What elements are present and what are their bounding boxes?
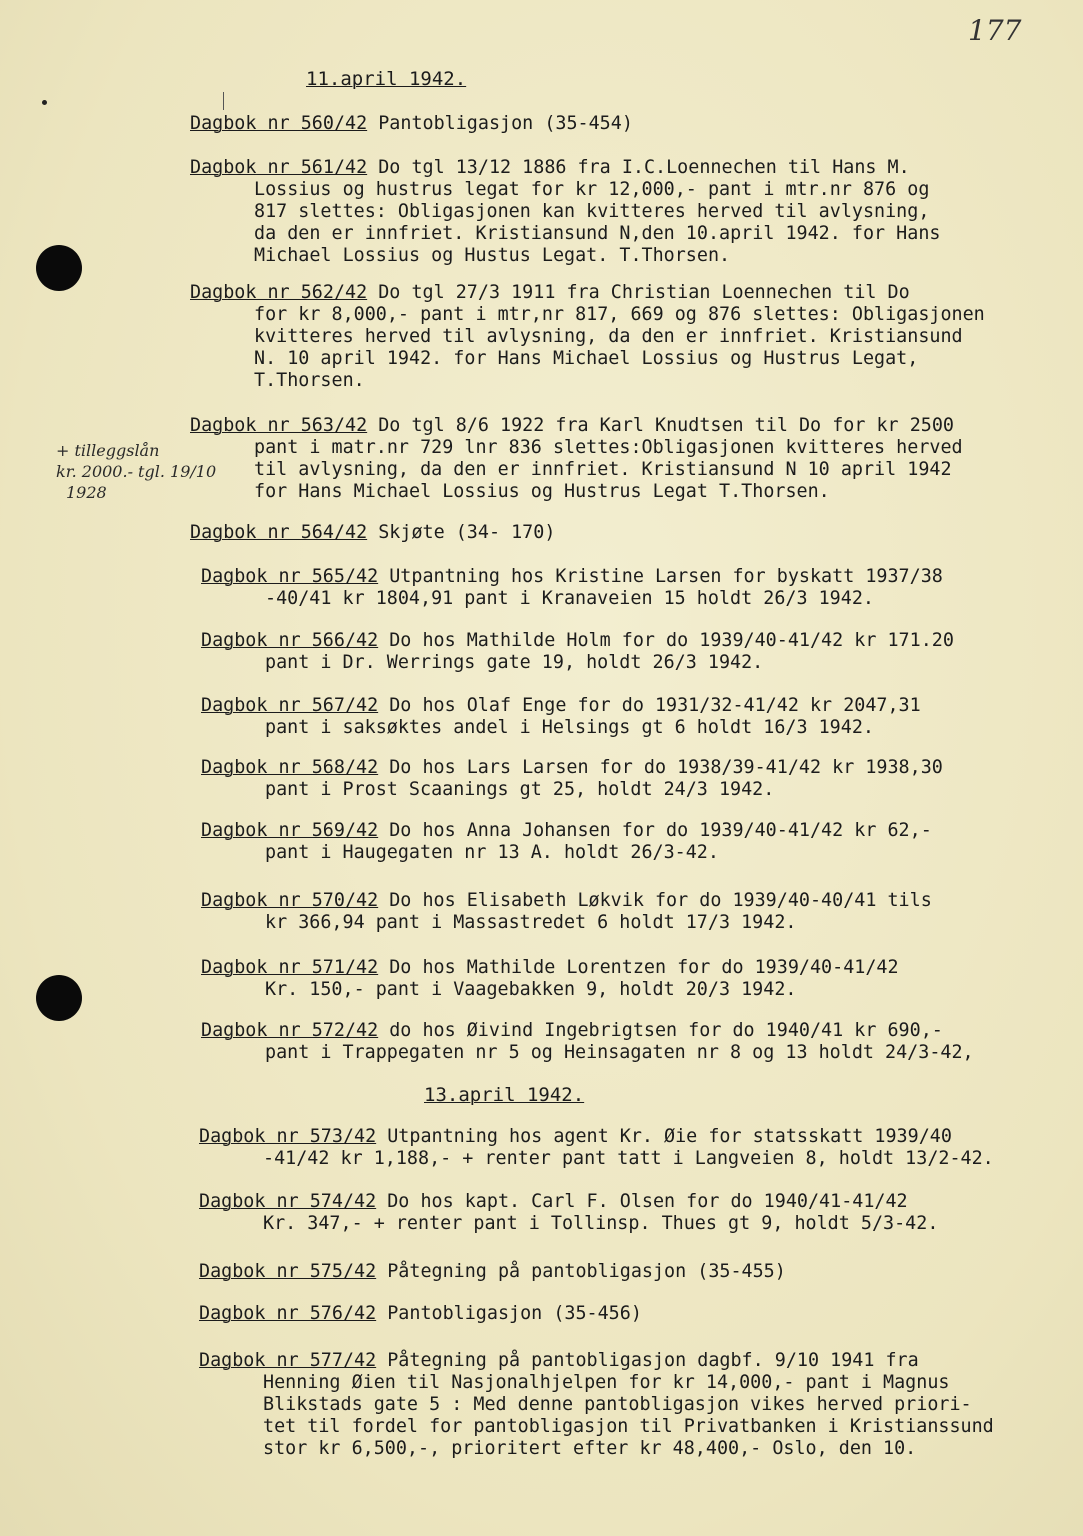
entry-continuation-line: kr 366,94 pant i Massastredet 6 holdt 17/3 1942. <box>265 912 797 933</box>
entry-first-line <box>199 1191 938 1213</box>
entry-continuation-line: Henning Øien til Nasjonalhjelpen for kr 14,000,- pant i Magnus <box>263 1372 950 1393</box>
entry-reference: Dagbok nr 565/42 <box>201 566 379 587</box>
entry-reference: Dagbok nr 574/42 <box>199 1191 377 1212</box>
entry-continuation-line: pant i matr.nr 729 lnr 836 slettes:Obligasjonen kvitteres herved <box>254 437 963 458</box>
punch-hole-top <box>36 245 82 291</box>
entry-first-line <box>190 282 985 304</box>
journal-entry <box>199 1191 938 1235</box>
entry-reference: Dagbok nr 569/42 <box>201 820 379 841</box>
journal-entry <box>199 1350 994 1460</box>
entry-reference: Dagbok nr 567/42 <box>201 695 379 716</box>
entry-text: Do tgl 13/12 1886 fra I.C.Loennechen til Hans M. <box>378 157 910 178</box>
journal-entry <box>201 1020 974 1064</box>
entry-first-line <box>201 630 954 652</box>
entry-continuation-line: Kr. 150,- pant i Vaagebakken 9, holdt 20/3 1942. <box>265 979 797 1000</box>
entry-text: Påtegning på pantobligasjon (35-455) <box>387 1261 786 1282</box>
entry-reference: Dagbok nr 577/42 <box>199 1350 377 1371</box>
entry-text: Do tgl 8/6 1922 fra Karl Knudtsen til Do for kr 2500 <box>378 415 954 436</box>
entry-text: Do hos Mathilde Holm for do 1939/40-41/42 kr 171.20 <box>389 630 954 651</box>
entry-reference: Dagbok nr 560/42 <box>190 113 368 134</box>
entry-text: Do tgl 27/3 1911 fra Christian Loennechen til Do <box>378 282 910 303</box>
margin-note-line: kr. 2000.- tgl. 19/10 <box>56 462 217 481</box>
entry-continuation-line: Lossius og hustrus legat for kr 12,000,- pant i mtr.nr 876 og <box>254 179 930 200</box>
entry-first-line <box>190 522 555 544</box>
entry-text: Do hos Lars Larsen for do 1938/39-41/42 kr 1938,30 <box>389 757 943 778</box>
entry-continuation-line: Kr. 347,- + renter pant i Tollinsp. Thues gt 9, holdt 5/3-42. <box>263 1213 939 1234</box>
entry-text: Do hos Olaf Enge for do 1931/32-41/42 kr 2047,31 <box>389 695 921 716</box>
journal-entry <box>199 1126 994 1170</box>
entry-first-line <box>190 157 940 179</box>
journal-entry <box>201 757 943 801</box>
margin-note-line: 1928 <box>66 483 107 502</box>
entry-reference: Dagbok nr 564/42 <box>190 522 368 543</box>
entry-reference: Dagbok nr 575/42 <box>199 1261 377 1282</box>
entry-text: Påtegning på pantobligasjon dagbf. 9/10 1941 fra <box>387 1350 919 1371</box>
entry-continuation-line: -41/42 kr 1,188,- + renter pant tatt i Langveien 8, holdt 13/2-42. <box>263 1148 994 1169</box>
journal-entry <box>190 522 555 544</box>
journal-entry <box>199 1303 642 1325</box>
entry-text: Utpantning hos Kristine Larsen for byskatt 1937/38 <box>389 566 943 587</box>
entry-first-line <box>190 113 633 135</box>
entry-reference: Dagbok nr 566/42 <box>201 630 379 651</box>
entry-continuation-line: pant i Dr. Werrings gate 19, holdt 26/3 1942. <box>265 652 764 673</box>
entry-text: Do hos Anna Johansen for do 1939/40-41/42 kr 62,- <box>389 820 932 841</box>
journal-entry <box>201 566 943 610</box>
entry-continuation-line: pant i Haugegaten nr 13 A. holdt 26/3-42. <box>265 842 719 863</box>
ink-tick <box>223 92 224 110</box>
entry-continuation-line: til avlysning, da den er innfriet. Kristiansund N 10 april 1942 <box>254 459 952 480</box>
entry-text: Pantobligasjon (35-454) <box>378 113 633 134</box>
ink-dot <box>42 100 47 105</box>
entry-continuation-line: pant i Prost Scaanings gt 25, holdt 24/3 1942. <box>265 779 775 800</box>
entry-continuation-line: pant i saksøktes andel i Helsings gt 6 holdt 16/3 1942. <box>265 717 874 738</box>
entry-continuation-line: for Hans Michael Lossius og Hustrus Legat T.Thorsen. <box>254 481 830 502</box>
entry-continuation-line: stor kr 6,500,-, prioritert efter kr 48,400,- Oslo, den 10. <box>263 1438 917 1459</box>
entry-first-line <box>190 415 963 437</box>
entry-continuation-line: pant i Trappegaten nr 5 og Heinsagaten nr 8 og 13 holdt 24/3-42, <box>265 1042 974 1063</box>
journal-entry <box>190 282 985 392</box>
entry-first-line <box>199 1303 642 1325</box>
entry-first-line <box>201 957 899 979</box>
entry-text: Do hos kapt. Carl F. Olsen for do 1940/41-41/42 <box>387 1191 908 1212</box>
journal-entry <box>190 113 633 135</box>
entry-text: Do hos Mathilde Lorentzen for do 1939/40-41/42 <box>389 957 899 978</box>
entry-continuation-line: N. 10 april 1942. for Hans Michael Lossius og Hustrus Legat, <box>254 348 919 369</box>
entry-continuation-line: tet til fordel for pantobligasjon til Privatbanken i Kristianssund <box>263 1416 994 1437</box>
entry-continuation-line: kvitteres herved til avlysning, da den er innfriet. Kristiansund <box>254 326 963 347</box>
entry-text: Utpantning hos agent Kr. Øie for statsskatt 1939/40 <box>387 1126 952 1147</box>
entry-first-line <box>201 820 932 842</box>
entry-continuation-line: Blikstads gate 5 : Med denne pantobligasjon vikes herved priori- <box>263 1394 972 1415</box>
entry-text: Pantobligasjon (35-456) <box>387 1303 642 1324</box>
journal-entry <box>201 695 921 739</box>
journal-entry <box>190 157 940 267</box>
journal-entry <box>199 1261 786 1283</box>
entry-continuation-line: Michael Lossius og Hustus Legat. T.Thorsen. <box>254 245 731 266</box>
entry-continuation-line: -40/41 kr 1804,91 pant i Kranaveien 15 holdt 26/3 1942. <box>265 588 874 609</box>
entry-reference: Dagbok nr 563/42 <box>190 415 368 436</box>
entry-text: Do hos Elisabeth Løkvik for do 1939/40-40/41 tils <box>389 890 932 911</box>
entry-reference: Dagbok nr 571/42 <box>201 957 379 978</box>
margin-note-line: + tilleggslån <box>56 441 160 460</box>
entry-reference: Dagbok nr 568/42 <box>201 757 379 778</box>
entry-reference: Dagbok nr 573/42 <box>199 1126 377 1147</box>
entry-first-line <box>199 1261 786 1283</box>
entry-first-line <box>201 757 943 779</box>
entry-first-line <box>201 566 943 588</box>
journal-entry <box>201 890 932 934</box>
punch-hole-bottom <box>36 975 82 1021</box>
entry-reference: Dagbok nr 570/42 <box>201 890 379 911</box>
entry-text: do hos Øivind Ingebrigtsen for do 1940/41 kr 690,- <box>389 1020 943 1041</box>
entry-first-line <box>199 1350 994 1372</box>
entry-reference: Dagbok nr 576/42 <box>199 1303 377 1324</box>
page-number: 177 <box>968 14 1022 47</box>
journal-entry <box>201 630 954 674</box>
journal-entry <box>190 415 963 503</box>
journal-entry <box>201 820 932 864</box>
entry-reference: Dagbok nr 572/42 <box>201 1020 379 1041</box>
entry-first-line <box>201 890 932 912</box>
entry-first-line <box>199 1126 994 1148</box>
entry-reference: Dagbok nr 561/42 <box>190 157 368 178</box>
journal-entry <box>201 957 899 1001</box>
entry-first-line <box>201 695 921 717</box>
entry-continuation-line: 817 slettes: Obligasjonen kan kvitteres herved til avlysning, <box>254 201 930 222</box>
entry-continuation-line: for kr 8,000,- pant i mtr,nr 817, 669 og 876 slettes: Obligasjonen <box>254 304 985 325</box>
entry-text: Skjøte (34- 170) <box>378 522 556 543</box>
date-heading: 13.april 1942. <box>424 1084 585 1106</box>
entry-continuation-line: T.Thorsen. <box>254 370 365 391</box>
date-heading: 11.april 1942. <box>306 68 467 90</box>
entry-continuation-line: da den er innfriet. Kristiansund N,den 10.april 1942. for Hans <box>254 223 941 244</box>
entry-reference: Dagbok nr 562/42 <box>190 282 368 303</box>
entry-first-line <box>201 1020 974 1042</box>
